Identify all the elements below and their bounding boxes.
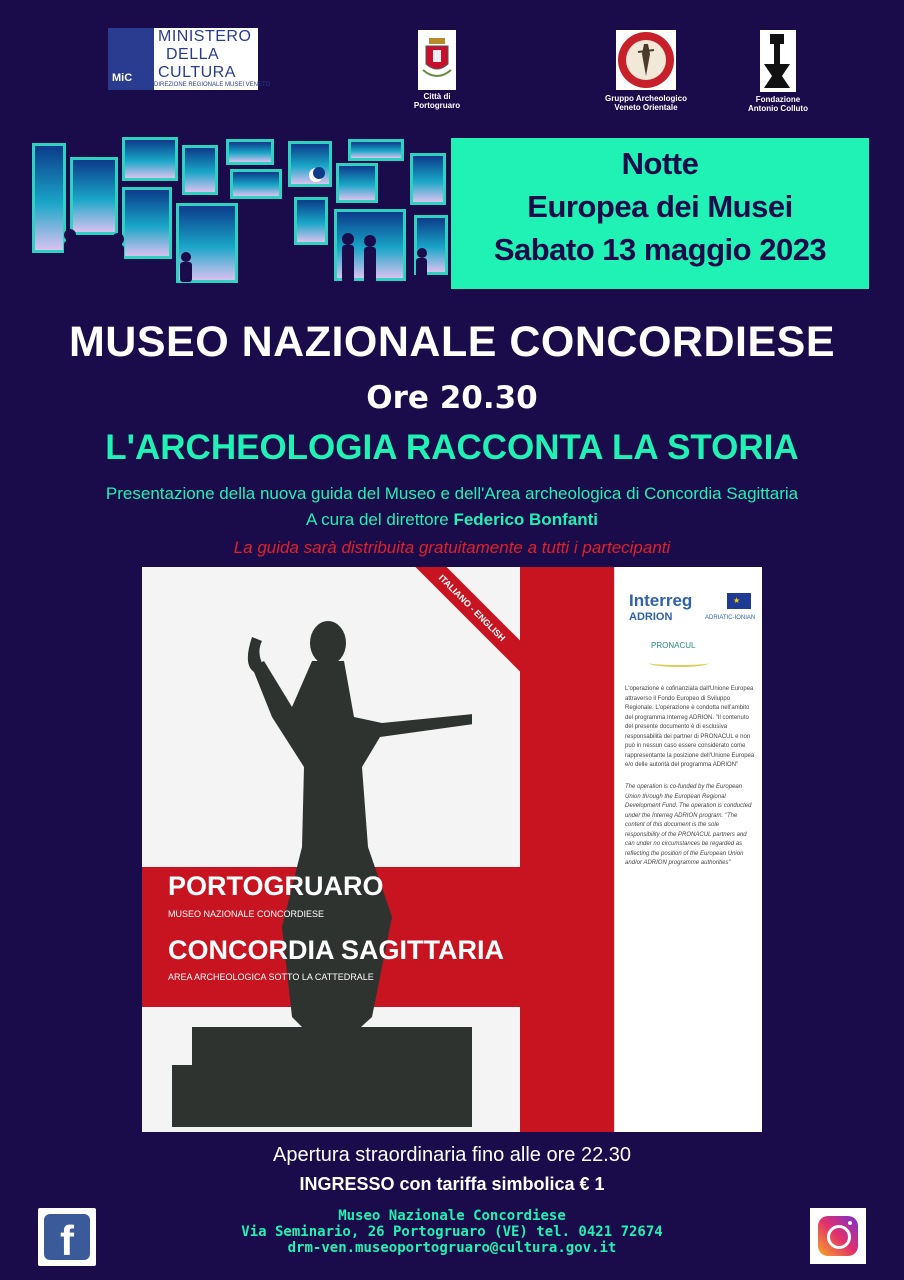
facebook-glyph: f xyxy=(60,1217,74,1264)
curator-prefix: A cura del direttore xyxy=(306,510,454,529)
interreg-logo: Interreg xyxy=(629,591,693,610)
citta-caption-line2: Portogruaro xyxy=(413,101,461,110)
book-area: AREA ARCHEOLOGICA SOTTO LA CATTEDRALE xyxy=(168,972,374,982)
pronacul-swoosh xyxy=(649,659,709,667)
bronze-statue-image xyxy=(172,597,472,1127)
distribution-note: La guida sarà distribuita gratuitamente a tutti i partecipanti xyxy=(233,538,671,557)
entry-fee: INGRESSO con tariffa simbolica € 1 xyxy=(299,1174,605,1194)
fondazione-caption xyxy=(736,95,820,113)
book-site: CONCORDIA SAGITTARIA xyxy=(168,935,504,965)
citta-caption-line1: Città di xyxy=(423,92,451,101)
opening-hours: Apertura straordinaria fino alle ore 22.30 xyxy=(273,1144,631,1166)
mic-badge: MiC xyxy=(112,72,133,84)
visitors-silhouettes xyxy=(30,135,450,290)
citta-caption xyxy=(400,92,474,110)
fondazione-caption-line2: Antonio Colluto xyxy=(748,104,808,113)
language-ribbon: ITALIANO - ENGLISH xyxy=(408,567,537,672)
fondazione-caption-line1: Fondazione xyxy=(755,95,801,104)
funding-text-it: L'operazione è cofinanziata dall'Unione Europea attraverso il Fondo Europeo di Sviluppo Regionale. L'operazione è condotta nell'ambito del programma Interreg ADRION. "Il contenuto del presente documento è di esclusiva responsabilità dei partner di PRONACUL e non può in nessun caso essere considerato come rappresentante la posizione dell'Unione Europea e/o delle autorità del programma ADRION" xyxy=(625,686,755,768)
book-city: PORTOGRUARO xyxy=(168,871,384,901)
fondazione-logo xyxy=(760,30,796,92)
event-box xyxy=(451,138,869,289)
medallion-icon xyxy=(616,30,676,90)
ministero-line3: CULTURA xyxy=(158,64,236,81)
curator-name: Federico Bonfanti xyxy=(453,510,598,529)
gruppo-caption-line1: Gruppo Archeologico xyxy=(605,94,687,103)
pronacul-label: PRONACUL xyxy=(651,641,696,650)
ministero-line2: DELLA xyxy=(166,46,220,63)
citta-logo xyxy=(418,30,456,90)
sculpture-icon xyxy=(760,30,796,92)
adrion-sub: ADRIATIC-IONIAN xyxy=(705,615,756,621)
footer-email[interactable]: drm-ven.museoportogruaro@cultura.gov.it xyxy=(287,1240,617,1256)
adrion-label: ADRION xyxy=(629,611,673,623)
funding-text-en: The operation is co-funded by the European Union through the European Regional Development Fund. The operation is conducted under the Interreg ADRION program. "The content of this document is the sole responsibility of the PRONACUL partners and can under no circumstances be regarded as reflecting the position of the European Union and/or ADRION programme authorities" xyxy=(625,784,752,866)
presentation-text: Presentazione della nuova guida del Museo e dell'Area archeologica di Concordia Sagittaria xyxy=(105,484,799,503)
red-vertical-stripe xyxy=(520,567,614,1132)
ministero-text xyxy=(158,28,251,82)
event-time: Ore 20.30 xyxy=(366,380,538,416)
gruppo-logo xyxy=(616,30,676,90)
museum-night-illustration xyxy=(30,135,450,290)
page-title: MUSEO NAZIONALE CONCORDIESE xyxy=(68,318,836,366)
coat-of-arms-icon xyxy=(418,30,456,90)
instagram-icon xyxy=(818,1216,858,1256)
event-line2: Europea dei Musei xyxy=(527,189,793,224)
footer-address: Via Seminario, 26 Portogruaro (VE) tel. 0421 72674 xyxy=(241,1224,663,1240)
event-subtitle: L'ARCHEOLOGIA RACCONTA LA STORIA xyxy=(105,428,799,467)
event-line1: Notte xyxy=(621,146,699,181)
book-museum: MUSEO NAZIONALE CONCORDIESE xyxy=(168,909,325,919)
ministero-line1: MINISTERO xyxy=(158,28,252,45)
footer-contacts xyxy=(0,1208,904,1256)
ministero-logo xyxy=(108,28,271,90)
gruppo-caption-line2: Veneto Orientale xyxy=(614,103,678,112)
gruppo-caption xyxy=(590,94,702,112)
instagram-button[interactable] xyxy=(810,1208,866,1264)
event-date: Sabato 13 maggio 2023 xyxy=(493,232,827,267)
ministero-sub: DIREZIONE REGIONALE MUSEI VENETO xyxy=(154,82,271,88)
footer-museum-name: Museo Nazionale Concordiese xyxy=(338,1208,566,1224)
guide-book-cover xyxy=(142,567,762,1132)
curator-line xyxy=(0,510,904,530)
mic-mark xyxy=(108,28,154,90)
eu-flag-icon: ★ xyxy=(727,593,751,609)
cover-back-page xyxy=(614,567,762,1132)
